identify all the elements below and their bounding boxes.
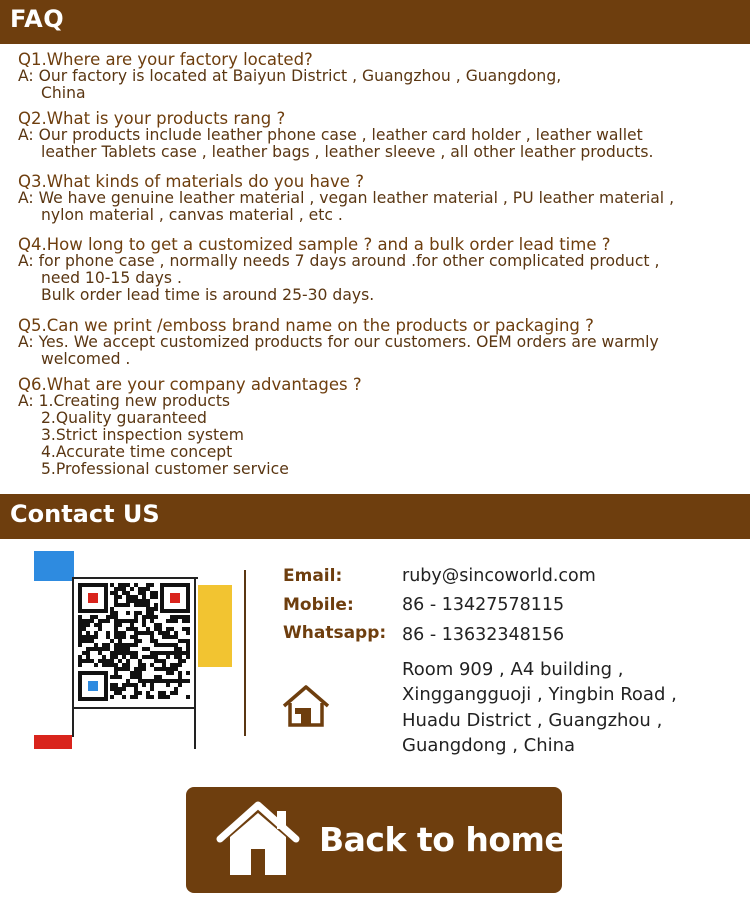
faq-answer-line: need 10-15 days . <box>41 269 182 287</box>
faq-answer-line: leather Tablets case , leather bags , leather sleeve , all other leather products. <box>41 143 654 161</box>
faq-answer-line: A: for phone case , normally needs 7 days around .for other complicated product , <box>18 252 660 270</box>
qr-code-graphic <box>34 551 234 751</box>
qr-frame-line <box>194 577 196 749</box>
back-to-home-label: Back to home <box>319 820 567 859</box>
faq-item-2 <box>18 110 743 161</box>
faq-question: Q2.What is your products rang ? <box>18 109 286 128</box>
faq-answer-line: A: 1.Creating new products <box>18 392 231 410</box>
qr-frame-line <box>72 577 74 737</box>
qr-frame-line <box>72 707 196 709</box>
faq-answer-line: A: We have genuine leather material , vegan leather material , PU leather material , <box>18 189 675 207</box>
faq-answer-line: 3.Strict inspection system <box>41 426 244 444</box>
faq-answer-line: nylon material , canvas material , etc . <box>41 206 343 224</box>
faq-question: Q3.What kinds of materials do you have ? <box>18 172 364 191</box>
yellow-accent-block <box>198 585 232 667</box>
faq-item-4 <box>18 236 743 304</box>
house-icon <box>282 684 330 728</box>
email-label: Email: <box>283 566 343 586</box>
contact-header <box>0 494 750 539</box>
mobile-label: Mobile: <box>283 595 354 615</box>
faq-answer-line: 2.Quality guaranteed <box>41 409 207 427</box>
faq-item-1 <box>18 51 743 102</box>
faq-question: Q4.How long to get a customized sample ? and a bulk order lead time ? <box>18 235 611 254</box>
faq-title: FAQ <box>10 5 65 33</box>
faq-answer-line: A: Our products include leather phone case , leather card holder , leather wallet <box>18 126 643 144</box>
faq-answer-line: Bulk order lead time is around 25-30 days. <box>41 286 375 304</box>
qr-code-icon <box>78 583 190 701</box>
red-accent-block <box>34 735 72 749</box>
email-value[interactable]: ruby@sincoworld.com <box>402 566 596 586</box>
address-line: Huadu District , Guangzhou , <box>402 710 663 731</box>
back-to-home-button[interactable] <box>186 787 567 893</box>
whatsapp-label: Whatsapp: <box>283 623 387 643</box>
divider <box>244 570 246 736</box>
faq-answer-line: A: Yes. We accept customized products for our customers. OEM orders are warmly <box>18 333 659 351</box>
whatsapp-value[interactable]: 86 - 13632348156 <box>402 625 565 645</box>
blue-accent-block <box>34 551 74 581</box>
faq-item-6 <box>18 376 743 478</box>
qr-frame-line <box>72 577 198 579</box>
address-line: Guangdong , China <box>402 735 576 756</box>
faq-item-5 <box>18 317 743 368</box>
faq-item-3 <box>18 173 743 224</box>
mobile-value[interactable]: 86 - 13427578115 <box>402 595 565 615</box>
address-line: Xinggangguoji , Yingbin Road , <box>402 684 677 705</box>
faq-question: Q5.Can we print /emboss brand name on the products or packaging ? <box>18 316 594 335</box>
faq-question: Q6.What are your company advantages ? <box>18 375 362 394</box>
faq-answer-line: A: Our factory is located at Baiyun District , Guangzhou , Guangdong, <box>18 67 562 85</box>
faq-header <box>0 0 750 44</box>
faq-answer-line: 5.Professional customer service <box>41 460 289 478</box>
faq-answer-line: welcomed . <box>41 350 131 368</box>
address-line: Room 909 , A4 building , <box>402 659 624 680</box>
faq-answer-line: China <box>41 84 86 102</box>
home-icon <box>216 801 300 879</box>
faq-question: Q1.Where are your factory located? <box>18 50 313 69</box>
contact-title: Contact US <box>10 500 160 528</box>
faq-answer-line: 4.Accurate time concept <box>41 443 233 461</box>
